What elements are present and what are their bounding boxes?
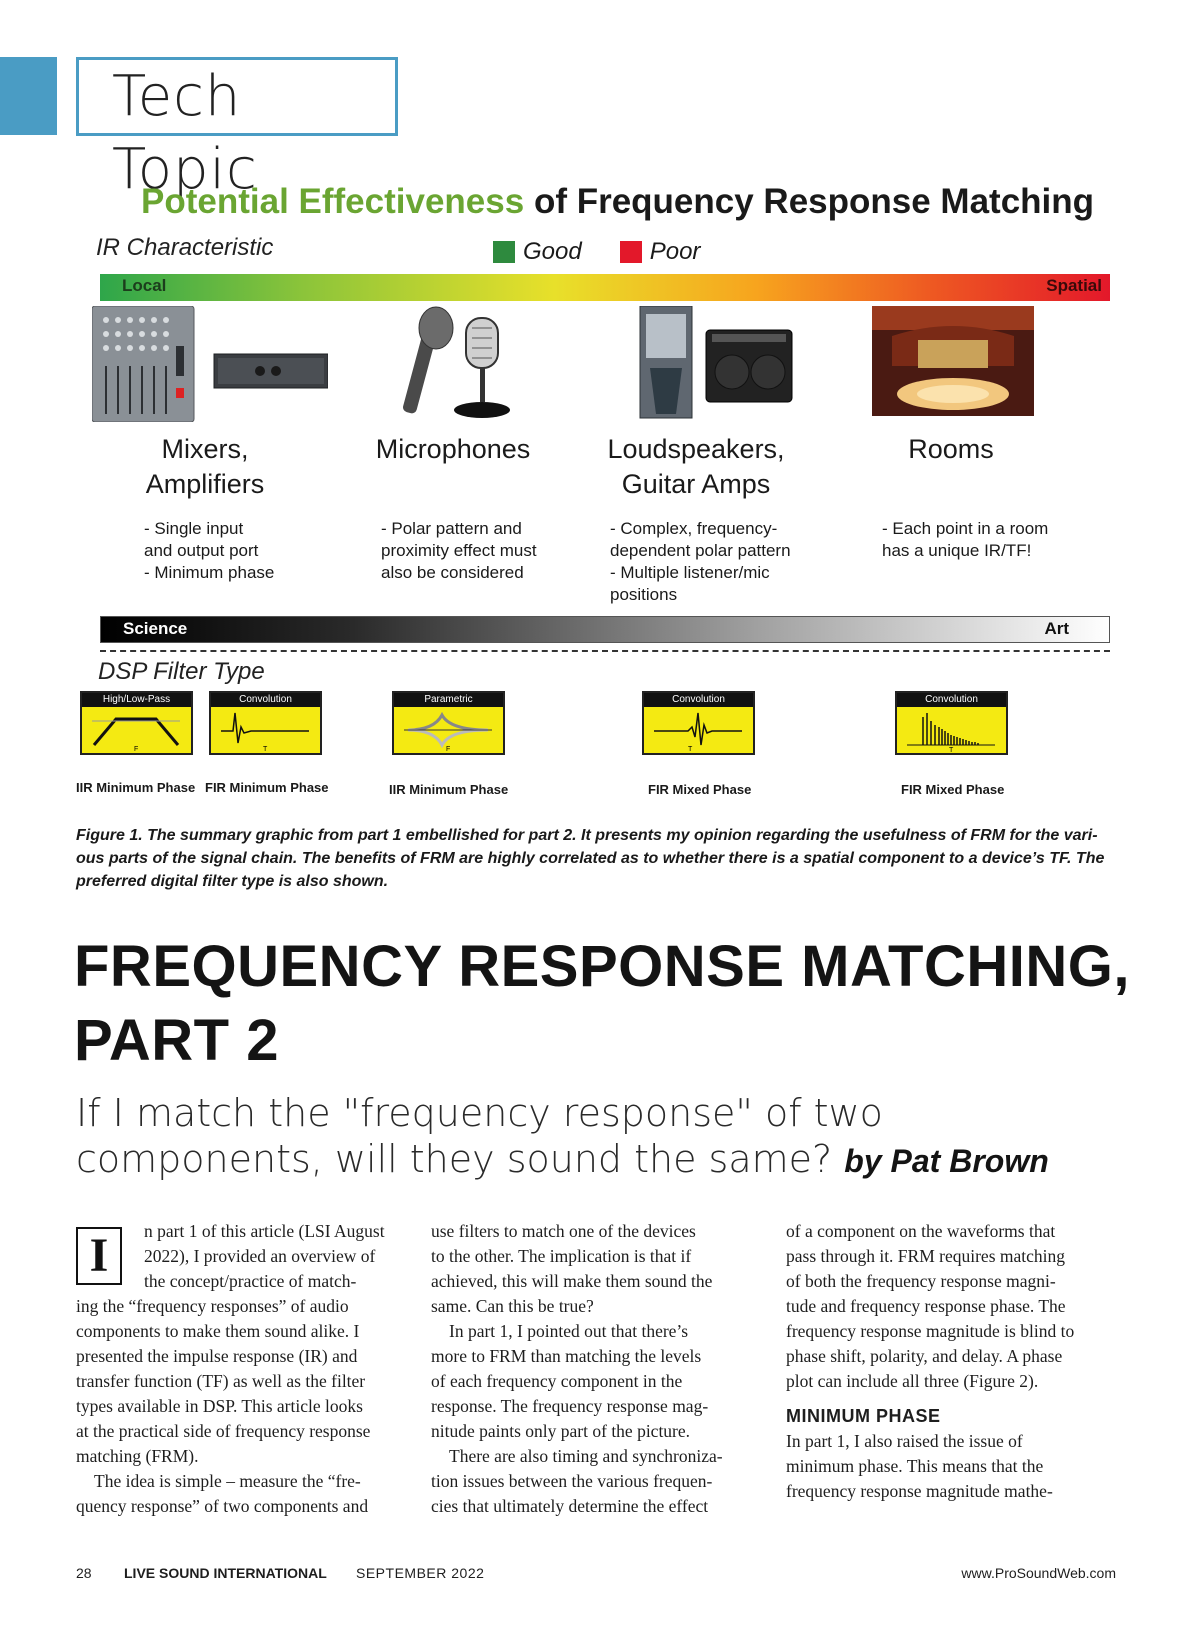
science-art-gradient-bar [100,616,1110,643]
svg-text:T: T [688,746,693,753]
dashed-divider [100,650,1110,652]
page-footer [76,1565,1116,1587]
local-spatial-gradient-bar [100,274,1110,301]
category-microphones: Microphones [375,434,531,464]
figure-title-highlight: Potential Effectiveness [141,182,525,221]
filter-convolution-3: Convolution T [895,691,1008,755]
filter-parametric: Parametric F [392,691,505,755]
desc-rooms: - Each point in a room has a unique IR/TF! [882,519,1049,560]
desc-loudspeakers: - Complex, frequency- dependent polar pattern - Multiple listener/mic positions [610,519,791,604]
drop-cap: I [76,1227,122,1285]
gradient-left-label: Local [122,276,167,295]
issue-date: SEPTEMBER 2022 [356,1565,485,1581]
category-loudspeakers-guitar-amps: Loudspeakers, Guitar Amps [607,434,785,499]
filter-highlow-pass: High/Low-Pass F [80,691,193,755]
filter-caption-1: IIR Minimum Phase [76,780,196,795]
svg-text:F: F [446,746,451,753]
desc-mixers-amplifiers: - Single input and output port - Minimum phase [144,519,275,582]
figure-title-rest: of Frequency Response Matching [533,182,1095,221]
figure-caption: Figure 1. The summary graphic from part 1 embellished for part 2. It presents my opinion regarding the usefulness of FRM for the vari- ous parts of the signal chain. The benefits of FRM are highly correlated as to whether there is a spatial component to a device’s TF. The preferred digital filter type is also shown. [76,827,1105,890]
figure-title [141,182,1094,222]
category-mixers-amplifiers: Mixers, Amplifiers [145,434,265,499]
desc-microphones: - Polar pattern and proximity effect must also be considered [381,519,537,582]
deck-line-2: components, will they sound the same? [76,1137,833,1181]
art-label: Art [1044,619,1069,638]
byline: by Pat Brown [844,1143,1049,1179]
accent-square [0,57,57,135]
filter-caption-3: IIR Minimum Phase [389,782,509,797]
gradient-right-label: Spatial [1046,276,1102,295]
svg-text:T: T [263,746,268,753]
legend-poor-label: Poor [649,238,701,265]
room-impulse-icon [897,707,1006,753]
microphones-illustration [394,306,524,422]
figure-1 [76,170,1116,810]
filter-caption-4: FIR Mixed Phase [648,782,752,797]
legend-poor-swatch [620,241,642,263]
highlow-pass-curve-icon [82,707,191,753]
body-column-3: of a component on the waveforms that pass through it. FRM requires matching of both the frequency response magni- tude and frequency response phase. The frequency response magnitude is blind to phase shift, polarity, and delay. A phase plot can include all three (Figure 2). MINIMUM PHASE In part 1, I also raised the issue of minimum phase. This means that the frequency response magnitude mathe- [786,1219,1108,1504]
legend-good-swatch [493,241,515,263]
science-label: Science [123,619,188,638]
svg-text:F: F [134,746,139,753]
category-rooms: Rooms [908,434,994,464]
svg-text:T: T [949,747,954,753]
impulse-mixed-phase-icon [644,707,753,753]
mixer-amplifier-illustration [92,306,328,422]
article-headline: FREQUENCY RESPONSE MATCHING, PART 2 [74,934,1130,1073]
legend-good-label: Good [523,238,582,265]
figure-legend [493,238,730,266]
filter-caption-2: FIR Minimum Phase [205,780,329,795]
impulse-min-phase-icon [211,707,320,753]
filter-convolution-2: Convolution T [642,691,755,755]
room-illustration [872,306,1034,416]
body-column-2: use filters to match one of the devices to the other. The implication is that if achieved, this will make them sound the same. Can this be true? In part 1, I pointed out that there’s more to FRM than matching the levels of each frequency component in the response. The frequency response mag- nitude paints only part of the picture. There are also timing and synchroniza- tion issues between the various frequen- cies that ultimately determine the effect [431,1221,723,1516]
filter-caption-5: FIR Mixed Phase [901,782,1005,797]
filter-convolution-1: Convolution T [209,691,322,755]
ir-characteristic-label: IR Characteristic [96,234,274,261]
loudspeakers-illustration [636,306,796,422]
website-url: www.ProSoundWeb.com [961,1565,1116,1581]
parametric-curve-icon [394,707,503,753]
magazine-name: LIVE SOUND INTERNATIONAL [124,1565,327,1581]
article-deck: If I match the "frequency response" of two components, will they sound the same? by Pat Brown [76,1091,1049,1181]
page-number: 28 [76,1565,92,1581]
subhead-minimum-phase: MINIMUM PHASE [786,1406,941,1426]
dsp-filter-type-label: DSP Filter Type [98,658,265,685]
section-tag: Tech Topic [76,57,398,136]
body-column-1: n part 1 of this article (LSI August 2022), I provided an overview of the concept/practice of match- ing the “frequency responses” of audio components to make them sound alike. I presented the impulse response (IR) and transfer function (TF) as well as the filter types available in DSP. This article looks at the practical side of frequency response matching (FRM). The idea is simple – measure the “fre- quency response” of two components and [76,1221,385,1516]
